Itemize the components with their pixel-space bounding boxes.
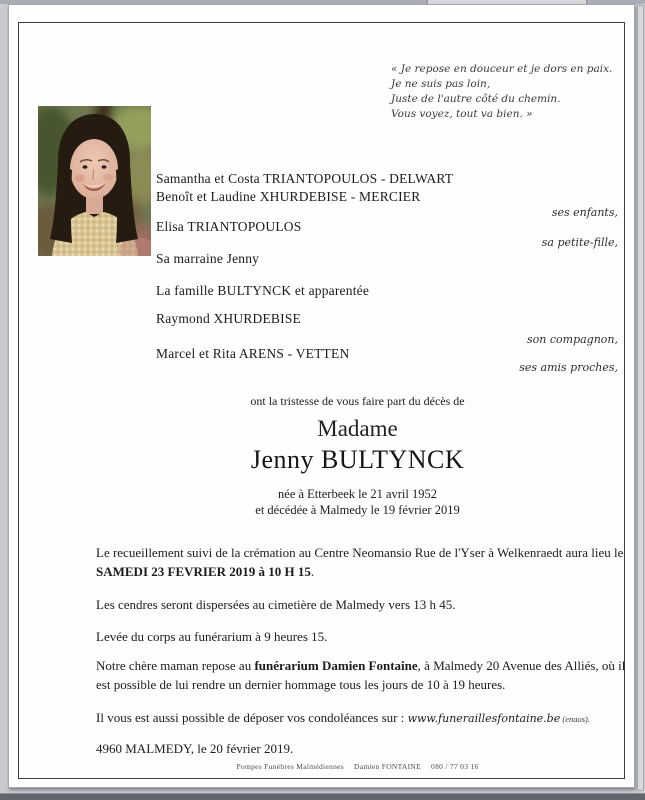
quote-line: « Je repose en douceur et je dors en paix. — [391, 63, 613, 75]
deceased-name: Jenny BULTYNCK — [250, 445, 465, 474]
family-name-companion: Raymond XHURDEBISE — [156, 311, 301, 326]
scrollbar-track[interactable] — [637, 5, 644, 791]
funeral-home-name: funérarium Damien Fontaine — [254, 658, 418, 673]
footer-home: Pompes Funèbres Malmédiennes — [236, 762, 344, 771]
quote-line: Je ne suis pas loin, — [391, 78, 491, 90]
family-name-children-2: Benoît et Laudine XHURDEBISE - MERCIER — [156, 189, 421, 204]
condolences-paragraph — [96, 708, 630, 729]
condolences-website: www.funeraillesfontaine.be — [407, 712, 561, 725]
cremation-paragraph — [96, 543, 630, 581]
memorial-quote — [391, 62, 612, 122]
repose-text: Notre chère maman repose au — [96, 658, 255, 673]
repose-paragraph — [96, 656, 630, 694]
birth-line: née à Etterbeek le 21 avril 1952 — [278, 487, 437, 501]
cremation-text: Le recueillement suivi de la crémation au Centre Neomansio Rue de l'Yser à Welkenraedt aura lieu le — [96, 545, 624, 560]
relation-granddaughter: sa petite-fille, — [541, 236, 618, 249]
quote-line: Juste de l'autre côté du chemin. — [391, 93, 561, 105]
document-page — [8, 4, 635, 788]
portrait-photo — [38, 106, 151, 256]
deceased-title: Madame — [317, 416, 398, 441]
city-date-line: 4960 MALMEDY, le 20 février 2019. — [96, 741, 294, 756]
family-name-granddaughter: Elisa TRIANTOPOULOS — [156, 219, 302, 234]
relation-companion: son compagnon, — [527, 333, 618, 346]
repose-text-after: , à Malmedy 20 Avenue des Alliés, où il est possible de lui rendre un dernier hommage tous les jours de 10 à 19 heures. — [96, 658, 626, 692]
family-name-bultynck: La famille BULTYNCK et apparentée — [156, 283, 370, 298]
family-name-children-1: Samantha et Costa TRIANTOPOULOS - DELWART — [156, 171, 454, 186]
condolences-enaos: (enaos). — [560, 714, 590, 724]
ashes-paragraph: Les cendres seront dispersées au cimetière de Malmedy vers 13 h 45. — [96, 597, 456, 612]
quote-line: Vous voyez, tout va bien. » — [391, 108, 533, 120]
condolences-text: Il vous est aussi possible de déposer vos condoléances sur : — [96, 710, 408, 725]
window-bottom-edge — [0, 793, 645, 800]
relation-friends: ses amis proches, — [519, 361, 618, 374]
relation-children: ses enfants, — [551, 206, 618, 219]
death-line: et décédée à Malmedy le 19 février 2019 — [255, 503, 460, 517]
footer-director: Damien FONTAINE — [354, 762, 422, 771]
cremation-datetime: SAMEDI 23 FEVRIER 2019 à 10 H 15 — [96, 564, 311, 579]
announcement-intro: ont la tristesse de vous faire part du décès de — [250, 394, 465, 408]
family-name-godmother: Sa marraine Jenny — [156, 251, 260, 266]
levee-paragraph: Levée du corps au funérarium à 9 heures 15. — [96, 629, 328, 644]
footer-phone: 080 / 77 03 16 — [431, 762, 479, 771]
portrait-photo-art — [38, 106, 151, 256]
family-name-friends: Marcel et Rita ARENS - VETTEN — [156, 346, 350, 361]
cremation-period: . — [310, 564, 315, 579]
funeral-home-footer — [79, 762, 636, 771]
